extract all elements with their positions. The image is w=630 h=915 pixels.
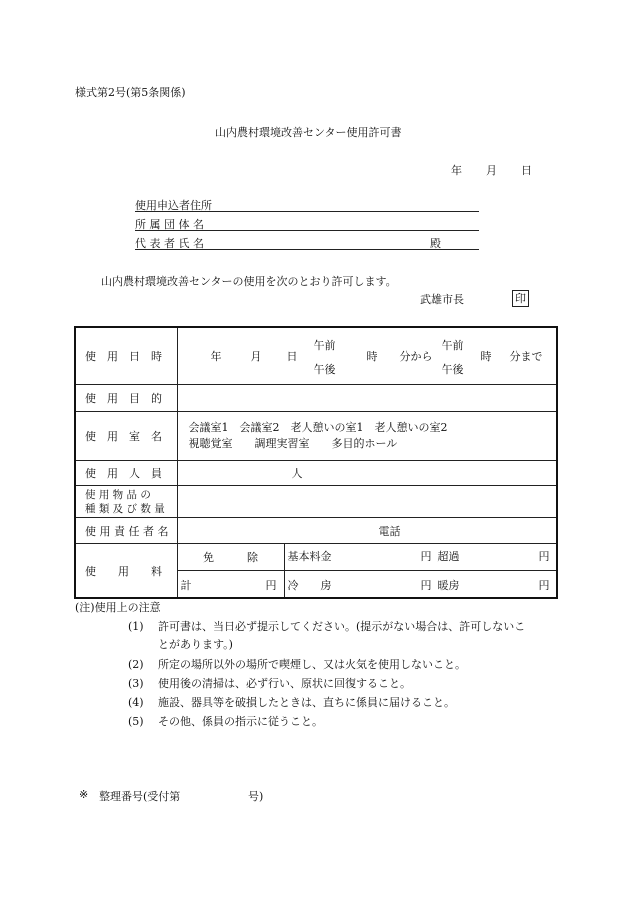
fee-label-cell [75,544,177,599]
footer-mark: ※ [79,788,89,801]
row-fee-1 [75,544,557,571]
fee-basic-label: 基本料金 [287,550,332,563]
row-responsible [75,518,557,544]
dt-am: 午前 [313,339,336,352]
fee-basic-yen: 円 [420,550,432,563]
fee-exempt: 免 除 [203,551,258,564]
applicant-honorific: 殿 [430,237,441,250]
note-number: (4) [128,696,144,709]
fee-excess-label: 超過 [437,550,460,563]
dt-day: 日 [286,350,298,363]
note-item-1-cont [158,636,233,652]
date-time-label-cell [75,327,177,385]
note-number: (3) [128,677,144,690]
items-label-line2: 種 類 及 び 数 量 [85,502,165,515]
date-day-label: 日 [521,164,532,177]
dt-from: 分から [399,350,433,363]
purpose-label: 使 用 目 的 [85,392,162,405]
issuer-name: 武雄市長 [420,293,464,306]
responsible-phone-label: 電話 [378,524,401,538]
applicant-org-label: 所 属 団 体 名 [135,218,204,231]
persons-label: 使 用 人 員 [85,467,162,480]
dt-pm2: 午後 [441,363,464,376]
fee-label: 使 用 料 [85,564,162,578]
note-text: 許可書は、当日必ず提示してください。(提示がない場合は、許可しないこ [158,620,526,633]
note-item-2 [120,656,466,672]
room-value-cell[interactable] [177,412,557,461]
note-number: (2) [128,658,144,671]
items-label-line1: 使 用 物 品 の [85,488,151,501]
fee-total-yen: 円 [265,579,277,592]
fee-heating-yen: 円 [538,579,550,592]
note-item-1 [120,618,525,634]
items-label-cell [75,486,177,518]
fee-total-cell[interactable] [177,571,284,599]
persons-value-cell[interactable] [177,461,557,486]
note-text: その他、係員の指示に従うこと。 [158,715,323,728]
date-year-label: 年 [451,164,462,177]
date-month-label: 月 [486,164,497,177]
persons-unit: 人 [291,467,303,480]
dt-hour1: 時 [366,350,378,363]
dt-month: 月 [250,350,262,363]
fee-cooling-label: 冷 房 [287,579,332,592]
fee-exempt-cell[interactable] [177,544,284,571]
permit-table [74,326,558,599]
purpose-value-cell[interactable] [177,385,557,412]
responsible-label: 使 用 責 任 者 名 [85,524,169,538]
dt-pm: 午後 [313,363,336,376]
fee-basic-cell[interactable] [284,544,557,571]
note-number: (5) [128,715,144,728]
applicant-rep-label: 代 表 者 氏 名 [135,237,204,250]
date-time-value-cell[interactable] [177,327,557,385]
fee-hvac-cell[interactable] [284,571,557,599]
row-items [75,486,557,518]
seal-mark: 印 [512,290,529,307]
note-text: 使用後の清掃は、必ず行い、原状に回復すること。 [158,677,411,690]
dt-year: 年 [210,350,222,363]
form-number: 様式第2号(第5条関係) [75,86,186,99]
row-date-time [75,327,557,385]
applicant-rep-line[interactable] [135,249,479,250]
dt-hour2: 時 [480,350,492,363]
note-text: 所定の場所以外の場所で喫煙し、又は火気を使用しないこと。 [158,658,466,671]
room-label-cell [75,412,177,461]
page-title: 山内農村環境改善センター使用許可書 [215,126,402,139]
note-item-3 [120,675,411,691]
responsible-label-cell [75,518,177,544]
responsible-value-cell[interactable] [177,518,557,544]
fee-excess-yen: 円 [538,550,550,563]
permit-statement: 山内農村環境改善センターの使用を次のとおり許可します。 [101,275,397,288]
note-text: 施設、器具等を破損したときは、直ちに係員に届けること。 [158,696,455,709]
note-item-5 [120,713,323,729]
row-room [75,412,557,461]
fee-cooling-yen: 円 [420,579,432,592]
notes-heading: (注)使用上の注意 [75,601,161,614]
row-purpose [75,385,557,412]
footer-label: 整理番号(受付第 [99,790,181,803]
applicant-address-line[interactable] [135,211,479,212]
room-options-line1: 会議室1 会議室2 老人憩いの室1 老人憩いの室2 [188,421,448,434]
date-time-label: 使 用 日 時 [85,350,162,363]
footer-suffix: 号) [248,790,264,803]
applicant-org-line[interactable] [135,230,479,231]
fee-total-label: 計 [180,579,192,592]
dt-am2: 午前 [441,339,464,352]
fee-heating-label: 暖房 [437,579,460,592]
persons-label-cell [75,461,177,486]
note-number: (1) [128,620,144,633]
note-item-4 [120,694,455,710]
items-value-cell[interactable] [177,486,557,518]
room-options-line2: 視聴覚室 調理実習室 多目的ホール [188,437,398,450]
purpose-label-cell [75,385,177,412]
note-text: とがあります。) [158,638,233,651]
row-persons [75,461,557,486]
room-label: 使 用 室 名 [85,430,162,443]
dt-until: 分まで [509,350,543,363]
applicant-address-label: 使用申込者住所 [135,199,212,212]
